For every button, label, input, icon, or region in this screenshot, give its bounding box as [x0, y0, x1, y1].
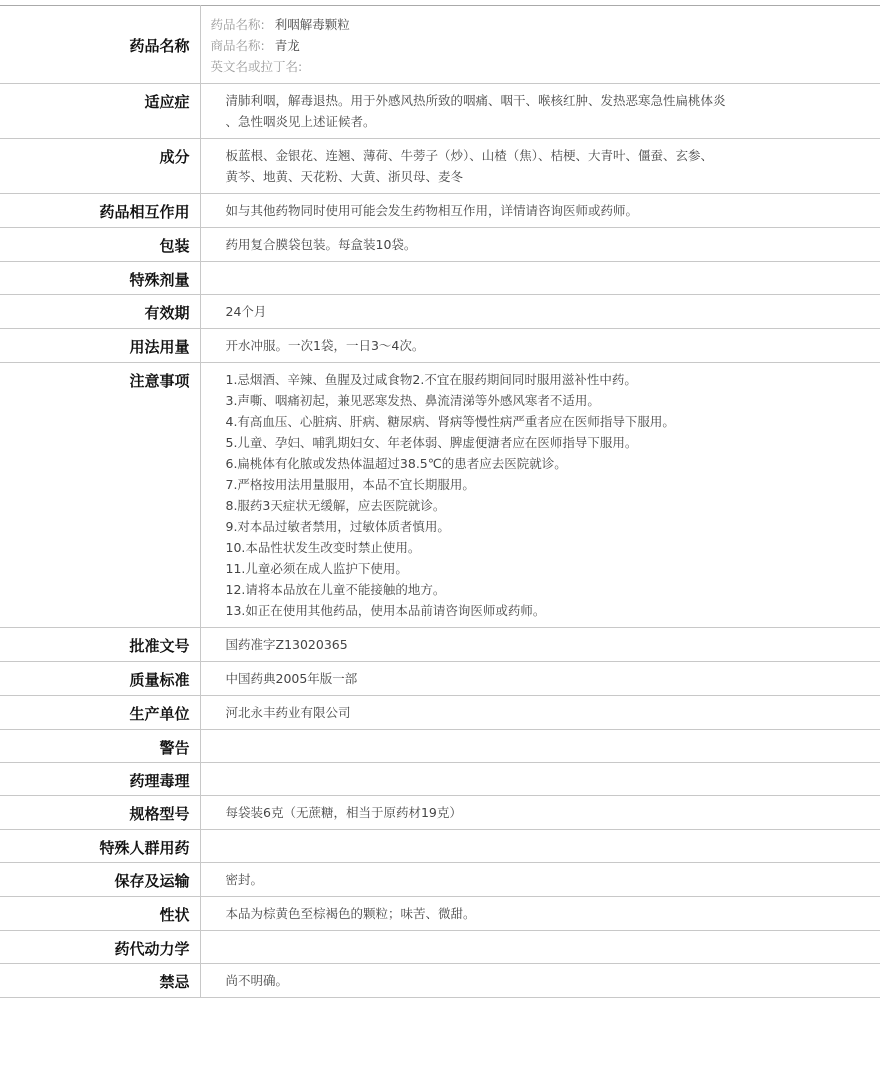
- trade-name-line: [211, 35, 871, 56]
- row-warning: [0, 730, 880, 763]
- row-pharmacokinetics: [0, 931, 880, 964]
- appearance-value: 本品为棕黄色至棕褐色的颗粒；味苦、微甜。: [200, 897, 880, 931]
- manufacturer-value: 河北永丰药业有限公司: [200, 696, 880, 730]
- label-usage: 用法用量: [0, 329, 200, 363]
- row-usage: [0, 329, 880, 363]
- label-validity: 有效期: [0, 295, 200, 329]
- precautions-value: [200, 363, 880, 628]
- label-storage: 保存及运输: [0, 863, 200, 897]
- label-precautions: 注意事项: [0, 363, 200, 628]
- indications-line: 、急性咽炎见上述证候者。: [225, 114, 376, 129]
- drug-info-table: [0, 5, 880, 998]
- label-appearance: 性状: [0, 897, 200, 931]
- generic-name-key: 药品名称:: [210, 17, 265, 32]
- precaution-item: 10.本品性状发生改变时禁止使用。: [225, 540, 421, 555]
- label-interactions: 药品相互作用: [0, 194, 200, 228]
- english-name-key: 英文名或拉丁名:: [210, 59, 303, 74]
- label-pharmacokinetics: 药代动力学: [0, 931, 200, 964]
- label-manufacturer: 生产单位: [0, 696, 200, 730]
- label-pharmacology: 药理毒理: [0, 763, 200, 796]
- precaution-item: 4.有高血压、心脏病、肝病、糖尿病、肾病等慢性病严重者应在医师指导下服用。: [225, 414, 675, 429]
- precaution-item: 3.声嘶、咽痛初起，兼见恶寒发热、鼻流清涕等外感风寒者不适用。: [225, 393, 600, 408]
- indications-value: [200, 84, 880, 139]
- quality-value: 中国药典2005年版一部: [200, 662, 880, 696]
- label-spec: 规格型号: [0, 796, 200, 830]
- precaution-item: 11.儿童必须在成人监护下使用。: [225, 561, 408, 576]
- warning-value: [200, 730, 880, 763]
- row-interactions: [0, 194, 880, 228]
- english-name-line: [211, 56, 871, 77]
- label-drug-name: 药品名称: [0, 6, 200, 84]
- ingredients-line: 黄芩、地黄、天花粉、大黄、浙贝母、麦冬: [225, 169, 464, 184]
- row-manufacturer: [0, 696, 880, 730]
- label-warning: 警告: [0, 730, 200, 763]
- row-special-dosage: [0, 262, 880, 295]
- trade-name-value: 青龙: [274, 38, 300, 53]
- row-indications: [0, 84, 880, 139]
- label-special-dosage: 特殊剂量: [0, 262, 200, 295]
- row-quality: [0, 662, 880, 696]
- label-ingredients: 成分: [0, 139, 200, 194]
- row-storage: [0, 863, 880, 897]
- precaution-item: 6.扁桃体有化脓或发热体温超过38.5℃的患者应去医院就诊。: [225, 456, 567, 471]
- precaution-item: 13.如正在使用其他药品，使用本品前请咨询医师或药师。: [225, 603, 546, 618]
- precaution-item: 8.服药3天症状无缓解，应去医院就诊。: [225, 498, 446, 513]
- validity-value: 24个月: [200, 295, 880, 329]
- interactions-value: 如与其他药物同时使用可能会发生药物相互作用，详情请咨询医师或药师。: [200, 194, 880, 228]
- row-name: [0, 6, 880, 84]
- drug-names-cell: [200, 6, 880, 84]
- indications-line: 清肺利咽，解毒退热。用于外感风热所致的咽痛、咽干、喉核红肿、发热恶寒急性扁桃体炎: [225, 93, 726, 108]
- packaging-value: 药用复合膜袋包装。每盒装10袋。: [200, 228, 880, 262]
- ingredients-line: 板蓝根、金银花、连翘、薄荷、牛蒡子（炒）、山楂（焦）、桔梗、大青叶、僵蚕、玄参、: [225, 148, 714, 163]
- special-dosage-value: [200, 262, 880, 295]
- precaution-item: 5.儿童、孕妇、哺乳期妇女、年老体弱、脾虚便溏者应在医师指导下服用。: [225, 435, 638, 450]
- row-spec: [0, 796, 880, 830]
- generic-name-value: 利咽解毒颗粒: [274, 17, 350, 32]
- row-approval: [0, 628, 880, 662]
- row-contraindications: [0, 964, 880, 998]
- label-indications: 适应症: [0, 84, 200, 139]
- precaution-item: 7.严格按用法用量服用，本品不宜长期服用。: [225, 477, 475, 492]
- precaution-item: 9.对本品过敏者禁用，过敏体质者慎用。: [225, 519, 450, 534]
- pharmacology-value: [200, 763, 880, 796]
- row-special-groups: [0, 830, 880, 863]
- label-packaging: 包装: [0, 228, 200, 262]
- spec-value: 每袋装6克（无蔗糖，相当于原药材19克）: [200, 796, 880, 830]
- special-groups-value: [200, 830, 880, 863]
- row-pharmacology: [0, 763, 880, 796]
- precaution-item: 12.请将本品放在儿童不能接触的地方。: [225, 582, 446, 597]
- row-ingredients: [0, 139, 880, 194]
- row-validity: [0, 295, 880, 329]
- pharmacokinetics-value: [200, 931, 880, 964]
- contraindications-value: 尚不明确。: [200, 964, 880, 998]
- ingredients-value: [200, 139, 880, 194]
- precaution-item: 1.忌烟酒、辛辣、鱼腥及过咸食物2.不宜在服药期间同时服用滋补性中药。: [225, 372, 637, 387]
- trade-name-key: 商品名称:: [210, 38, 265, 53]
- row-appearance: [0, 897, 880, 931]
- row-precautions: [0, 363, 880, 628]
- label-contraindications: 禁忌: [0, 964, 200, 998]
- usage-value: 开水冲服。一次1袋，一日3～4次。: [200, 329, 880, 363]
- label-quality: 质量标准: [0, 662, 200, 696]
- generic-name-line: [211, 14, 871, 35]
- label-approval: 批准文号: [0, 628, 200, 662]
- row-packaging: [0, 228, 880, 262]
- label-special-groups: 特殊人群用药: [0, 830, 200, 863]
- approval-value: 国药准字Z13020365: [200, 628, 880, 662]
- storage-value: 密封。: [200, 863, 880, 897]
